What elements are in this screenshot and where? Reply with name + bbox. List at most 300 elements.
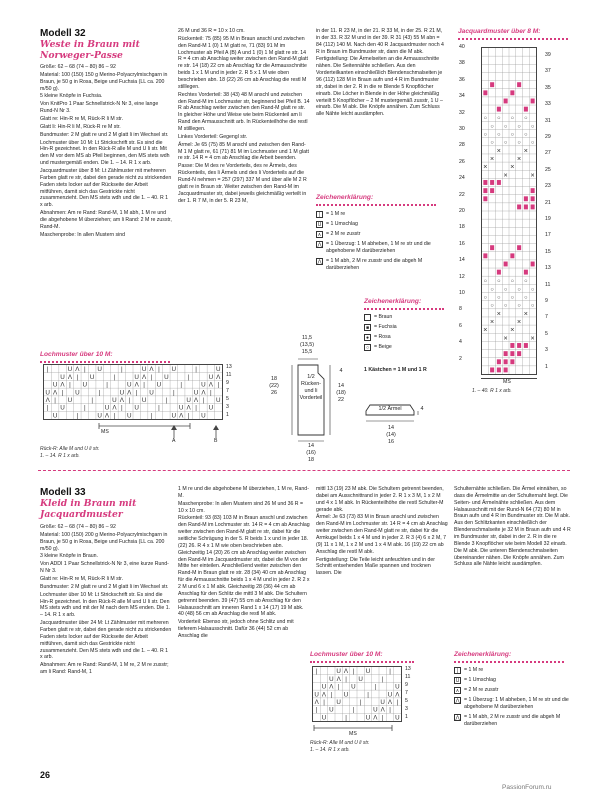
svg-text:|: | bbox=[359, 699, 362, 707]
svg-text:|: | bbox=[330, 691, 333, 699]
svg-text:U: U bbox=[127, 381, 132, 389]
jacquard-row-number: 21 bbox=[545, 199, 551, 206]
svg-text:U: U bbox=[127, 412, 132, 419]
model33-text: Abnahmen: Am re Rand: Rand-M, 1 M re, 2 M re zusstr; am li Rand: Rand-M, 1 bbox=[40, 662, 169, 676]
svg-text:✕: ✕ bbox=[503, 172, 509, 179]
svg-text:|: | bbox=[389, 706, 391, 714]
svg-text:Λ: Λ bbox=[149, 366, 154, 374]
svg-text:U: U bbox=[141, 397, 147, 405]
schem-bottom-2: (16) bbox=[306, 450, 316, 456]
legend33-item: ⋀ = 1 Überzug: 1 M abheben, 1 M re str und die abgehobene M darüberziehen bbox=[455, 697, 569, 710]
svg-text:|: | bbox=[143, 381, 145, 389]
svg-text:|: | bbox=[187, 412, 190, 419]
svg-text:○: ○ bbox=[503, 140, 508, 147]
lochmuster33-row-number: 13 bbox=[405, 666, 411, 672]
schem-back-label-1: 1/2 bbox=[307, 374, 315, 380]
svg-text:Λ: Λ bbox=[321, 691, 327, 699]
svg-text:U: U bbox=[358, 675, 363, 683]
svg-text:U: U bbox=[186, 397, 191, 405]
jacquard-ms-label: MS bbox=[503, 379, 511, 385]
schem-bottom-3: 18 bbox=[308, 457, 314, 463]
svg-text:○: ○ bbox=[530, 286, 535, 293]
model32-text: Glatt re: Hin-R re M, Rück-R li M str. bbox=[40, 116, 124, 123]
schem-sleeve-bottom-3: 16 bbox=[388, 439, 394, 445]
svg-text:|: | bbox=[323, 699, 325, 707]
schem-back-label-3: und li bbox=[304, 388, 318, 394]
model32-text: Rechtes Vorderteil: 38 (43) 48 M anschl und zwischen den Rand-M im Lochmuster str, beginnend bei Pfeil B. 14 R ab Anschlag weiter zwischen den Rand-M glatt re str. In gleicher Höhe und Weise wie beim Rückenteil am li Rand den Armausschnitt arb. In Rückenteilhöhe die restl M stilllegen. bbox=[178, 91, 310, 133]
model33-text: Material: 100 (150) 200 g Merino-Polyacrylmischgarn in Braun, je 50 g in Rosa, Beige und Fuchsia (LL ca. 200 m/50 g). bbox=[40, 531, 168, 552]
svg-text:|: | bbox=[46, 404, 49, 412]
svg-text:Λ: Λ bbox=[314, 699, 319, 707]
lochmuster32-row-number: 9 bbox=[226, 380, 229, 386]
svg-text:|: | bbox=[345, 714, 347, 721]
jacquard-row-number: 17 bbox=[545, 232, 551, 239]
schem-right-4: 22 bbox=[338, 397, 344, 403]
svg-text:U: U bbox=[373, 706, 378, 714]
model33-text: Schulternähte schließen. Die Ärmel einnähen, so dass die Ärmelmitte an der Schulternaht liegt. Die Seiten- und Ärmelnähte schließen. Aus dem Halsausschnitt mit der Rund-N 64 (72) 80 M in Braun aufn und 4 R im Bundmuster str. Die M abk. Aus den Schlitzkanten einschließlich der Blendenschmalseite je 32 M in Braun aufn und 4 R im Bundmuster str, dabei in der 2. R in die re Blende 3 Knopflöcher wie beim Modell 32 einarb. Die M abk. Die unteren Blendenschmalseiten übereinander nähen. Die Knöpfe annähen. Zum Schluss alle Nähte leicht ausdämpfen. bbox=[454, 486, 571, 568]
svg-text:|: | bbox=[352, 706, 355, 714]
lochmuster33-row-number: 11 bbox=[405, 674, 411, 680]
svg-text:|: | bbox=[367, 691, 369, 699]
lochmuster32-divider bbox=[40, 361, 170, 363]
legend2-item: ● = Rosa bbox=[365, 334, 391, 341]
legend1-item: ⋀ = 1 M abh, 2 M re zusstr und die abgeh M darüberziehen bbox=[317, 257, 423, 271]
skp-icon: ⋀ bbox=[455, 698, 460, 704]
page-number: 26 bbox=[40, 770, 51, 780]
jacquard-chart-title: Jacquardmuster über 8 M: bbox=[458, 28, 541, 35]
model32-text: Jacquardmuster über 8 M: Lt Zählmuster mit mehreren Farben glatt re str, dabei den gerade nicht zu strickenden Faden stets locker auf der Rückseite der Arbeit mitführen, damit sich das Gestrickte nicht zusammenzieht. Den MS stets wdh und die 1. – 40. R 1 x arb. bbox=[40, 168, 172, 209]
rose-swatch-icon: ● bbox=[365, 335, 370, 341]
yarn-over-icon: U bbox=[455, 678, 460, 684]
svg-text:Λ: Λ bbox=[75, 366, 80, 374]
svg-text:U: U bbox=[60, 373, 65, 381]
svg-text:|: | bbox=[76, 412, 79, 419]
svg-text:|: | bbox=[195, 366, 197, 374]
schem-left-1: 18 bbox=[271, 376, 277, 382]
schem-sleeve-height: 4 bbox=[420, 406, 424, 412]
svg-text:|: | bbox=[389, 668, 391, 676]
jacquard-row-number: 7 bbox=[545, 314, 548, 321]
legend2-title: Zeichenerklärung: bbox=[364, 298, 422, 305]
svg-text:○: ○ bbox=[490, 123, 494, 130]
svg-text:U: U bbox=[134, 373, 139, 381]
svg-text:✕: ✕ bbox=[489, 319, 495, 326]
svg-text:○: ○ bbox=[524, 115, 528, 122]
svg-text:✕: ✕ bbox=[489, 156, 495, 163]
svg-text:|: | bbox=[337, 683, 340, 691]
svg-text:U: U bbox=[365, 714, 371, 721]
jacquard-row-number: 19 bbox=[545, 216, 551, 222]
svg-text:✕: ✕ bbox=[523, 311, 529, 318]
jacquard-row-number: 31 bbox=[545, 117, 551, 124]
jacquard-row-number: 15 bbox=[545, 248, 551, 255]
schem-right-2: 14 bbox=[338, 383, 344, 389]
jacquard-row-number: 24 bbox=[459, 175, 465, 182]
svg-text:Λ: Λ bbox=[343, 668, 349, 676]
lochmuster32-row-number: 5 bbox=[226, 396, 229, 402]
section-separator bbox=[38, 470, 570, 471]
svg-text:|: | bbox=[106, 381, 108, 389]
svg-text:○: ○ bbox=[524, 295, 528, 302]
svg-text:|: | bbox=[381, 675, 384, 683]
jacquard-row-number: 35 bbox=[545, 84, 551, 91]
svg-text:○: ○ bbox=[510, 115, 515, 122]
legend1-list bbox=[316, 211, 441, 274]
svg-text:U: U bbox=[164, 373, 169, 381]
legend2-divider bbox=[364, 308, 444, 310]
lochmuster32-ms-bracket bbox=[40, 420, 240, 448]
legend1-item: ∧ = 2 M re zusstr bbox=[317, 231, 361, 238]
svg-text:U: U bbox=[336, 668, 341, 676]
jacquard-row-number: 25 bbox=[545, 166, 551, 173]
svg-text:○: ○ bbox=[510, 295, 515, 302]
svg-text:U: U bbox=[216, 397, 221, 405]
svg-text:U: U bbox=[314, 691, 319, 699]
svg-text:Λ: Λ bbox=[380, 706, 385, 714]
svg-text:Λ: Λ bbox=[127, 389, 132, 397]
lochmuster33-chart-grid bbox=[312, 666, 402, 722]
svg-text:|: | bbox=[315, 668, 318, 676]
svg-text:○: ○ bbox=[497, 295, 501, 302]
svg-text:Λ: Λ bbox=[142, 373, 147, 381]
svg-text:U: U bbox=[149, 389, 154, 397]
schem-right-3: (18) bbox=[336, 390, 346, 396]
svg-text:○: ○ bbox=[490, 286, 494, 293]
svg-text:○: ○ bbox=[503, 286, 508, 293]
schem-left-3: 26 bbox=[271, 390, 277, 396]
model32-text: Glatt li: Hin-R li M, Rück-R re M str. bbox=[40, 123, 121, 130]
svg-text:U: U bbox=[178, 404, 184, 412]
svg-text:○: ○ bbox=[530, 140, 535, 147]
model32-text: Passe: Die M des re Vorderteils, des re Ärmels, des Rückenteils, des li Ärmels und des li Vorderteils auf die Rund-N nehmen = 257 (297) 337 M und über alle M 2 R glatt re in Braun str. Weiter zwischen den Rand-M im Jacquardmuster str, dabei jeweils gleichmäßig verteilt in der 1. R 7 M, in der 5. R 23 M, bbox=[178, 163, 307, 204]
jacquard-row-number: 18 bbox=[459, 224, 465, 231]
svg-text:U: U bbox=[193, 389, 199, 397]
svg-text:U: U bbox=[380, 699, 385, 707]
schem-top-1: 11,5 bbox=[301, 335, 313, 341]
jacquard-row-number: 10 bbox=[459, 290, 465, 296]
svg-text:U: U bbox=[321, 714, 327, 721]
svg-text:✕: ✕ bbox=[496, 148, 502, 155]
model32-text: Ärmel: Je 65 (75) 85 M anschl und zwischen den Rand-M 1 M glatt re, 61 (71) 81 M im Lochmuster und 1 M glatt re str. 14 R = 4 cm ab Anschlag die Arbeit beenden. bbox=[178, 141, 309, 162]
model33-text: Rückenteil: 93 (83) 103 M in Braun anschl und zwischen den Rand-M im Lochmuster str. 14 R = 4 cm ab Anschlag weiter zwischen den Rand-M glatt re str, dabei für die seitliche Schrägung in der 5. R beids 1 x und in jeder 18. (22) 26. R 4 x 1 M wie oben beschrieben abn. Gleichzeitig 14 (20) 26 cm ab Anschlag weiter zwischen den Rand-M im Jacquardmuster str, dabei die M von der Mitte her einteilen. Anschließend weiter zwischen den Rand-M in Braun glatt re str. 28 (34) 40 cm ab Anschlag für die Armausschnitte beids 1 x 4 M und in jeder 2. R 2 x 2 M und 6 x 1 M abk. Gleichzeitig 28 (36) 44 cm ab Anschlag für den Schlitz die mittl 3 M abk. Die Schultern getrennt beenden. 39 (47) 55 cm ab Anschlag für den Halsausschnitt am inneren Rand 1 x 14 (17) 19 M abk. 40 (48) 56 cm ab Anschlag die restl M abk. bbox=[178, 515, 310, 618]
svg-text:○: ○ bbox=[483, 295, 488, 302]
svg-text:|: | bbox=[54, 397, 56, 405]
lochmuster33-row-number: 3 bbox=[405, 706, 408, 712]
svg-text:Λ: Λ bbox=[373, 714, 378, 721]
svg-text:Λ: Λ bbox=[179, 412, 184, 419]
model33-text: Ärmel: Je 63 (73) 83 M in Braun anschl und zwischen den Rand-M im Lochmuster str. 14 R = 4 cm ab Anschlag weiter zwischen den Rand-M glatt re str, dabei für die Armkugel beids 1 x 4 M und in jeder 2. R 3 (4) 6 x 2 M, 7 (9) 11 x 1 M, 1 x 2 M und 1 x 4 M abk. 16 (19) 22 cm ab Anschlag die restl M abk. bbox=[316, 514, 448, 555]
svg-text:U: U bbox=[60, 404, 65, 412]
schem-back-label-4: Vorderteil bbox=[299, 395, 323, 401]
svg-text:|: | bbox=[76, 373, 79, 381]
svg-text:○: ○ bbox=[524, 132, 528, 139]
svg-text:U: U bbox=[45, 389, 50, 397]
lochmuster32-arrow-b: B bbox=[214, 438, 218, 444]
lochmuster33-title: Lochmuster über 10 M: bbox=[310, 651, 383, 658]
svg-text:U: U bbox=[52, 412, 58, 419]
lochmuster32-row-number: 1 bbox=[226, 412, 229, 418]
brown-swatch-icon bbox=[364, 314, 371, 321]
svg-text:U: U bbox=[208, 404, 214, 412]
svg-text:○: ○ bbox=[517, 123, 521, 130]
skp-icon: ⋀ bbox=[317, 242, 322, 248]
legend33-divider bbox=[454, 661, 564, 663]
model32-text: Material: 100 (150) 150 g Merino-Polyacrylmischgarn in Braun, je 50 g in Rosa, Beige und Fuchsia (LL ca. 200 m/50 g). bbox=[40, 71, 168, 92]
svg-text:|: | bbox=[135, 389, 138, 397]
jacquard-row-number: 1 bbox=[545, 363, 548, 370]
lochmuster33-divider bbox=[310, 661, 414, 663]
legend33-item: ⋀ = 1 M abh, 2 M re zusstr und die abgeh M darüberziehen bbox=[455, 713, 561, 727]
lochmuster33-ms-bracket bbox=[310, 722, 410, 736]
model32-subtitle-line2: Norweger-Passe bbox=[40, 50, 123, 61]
jacquard-row-number: 13 bbox=[545, 265, 551, 272]
svg-text:✕: ✕ bbox=[516, 319, 522, 326]
model32-text: Von KnitPro 1 Paar Schnellstrick-N Nr 3, eine lange Rund-N Nr 3. bbox=[40, 101, 159, 115]
svg-text:Λ: Λ bbox=[208, 381, 213, 389]
legend1-item: U = 1 Umschlag bbox=[317, 221, 358, 228]
svg-text:✕: ✕ bbox=[509, 164, 515, 171]
yarn-over-icon: U bbox=[317, 222, 322, 228]
svg-text:Λ: Λ bbox=[112, 404, 117, 412]
legend2-item: ■ = Fuchsia bbox=[365, 324, 397, 331]
svg-text:Λ: Λ bbox=[216, 373, 221, 381]
schem-left-2: (22) bbox=[269, 383, 279, 389]
legend2-note: 1 Kästchen = 1 M und 1 R bbox=[364, 367, 427, 373]
svg-text:Λ: Λ bbox=[186, 404, 191, 412]
jacquard-row-number: 37 bbox=[545, 68, 551, 75]
model33-title: Modell 33 bbox=[40, 487, 86, 498]
schem-right-1: 4 bbox=[339, 368, 343, 374]
legend1-title: Zeichenerklärung: bbox=[316, 194, 374, 201]
svg-text:U: U bbox=[387, 691, 393, 699]
jacquard-chart-grid bbox=[481, 47, 537, 375]
schem-top-2: (13,5) bbox=[299, 342, 315, 348]
svg-text:○: ○ bbox=[517, 303, 521, 310]
svg-text:U: U bbox=[141, 366, 147, 374]
lochmuster33-note2: 1. – 14. R 1 x arb. bbox=[310, 747, 350, 753]
lochmuster32-row-number: 7 bbox=[226, 388, 229, 394]
model33-column-1 bbox=[40, 524, 172, 677]
jacquard-row-number: 4 bbox=[459, 339, 462, 346]
svg-text:|: | bbox=[381, 714, 384, 721]
svg-text:|: | bbox=[315, 706, 318, 714]
svg-text:|: | bbox=[195, 404, 197, 412]
svg-text:U: U bbox=[82, 381, 88, 389]
schem-bottom-1: 14 bbox=[308, 443, 314, 449]
svg-text:U: U bbox=[365, 668, 371, 676]
svg-text:U: U bbox=[201, 381, 206, 389]
lochmuster33-row-number: 7 bbox=[405, 690, 408, 696]
model33-text: 1 M re und die abgehobene M überziehen, 1 M re, Rand-M. bbox=[178, 486, 309, 499]
jacquard-row-number: 39 bbox=[545, 52, 551, 58]
svg-text:|: | bbox=[121, 366, 123, 374]
svg-text:U: U bbox=[336, 699, 341, 707]
svg-text:|: | bbox=[345, 675, 347, 683]
svg-text:○: ○ bbox=[490, 140, 494, 147]
model32-text: in der 11. R 23 M, in der 21. R 33 M, in der 25. R 21 M, in der 33. R 32 M und in der 39. R 31 (43) 55 M abn = 84 (112) 140 M. Nach den 40 R Jacquardmuster noch 4 R in Braun im Bundmuster str, dann die M abk. bbox=[316, 28, 444, 55]
svg-text:Λ: Λ bbox=[60, 381, 65, 389]
model33-text: Maschenprobe: In allen Mustern sind 26 M und 36 R = 10 x 10 cm. bbox=[178, 500, 304, 514]
svg-text:|: | bbox=[172, 389, 175, 397]
model32-text: Abnahmen: Am re Rand: Rand-M, 1 M abh, 1 M re und die abgehobene M überziehen; am li Rand: 2 M re zusstr, Rand-M. bbox=[40, 210, 172, 230]
svg-text:U: U bbox=[75, 389, 80, 397]
model32-text: Maschenprobe: In allen Mustern sind bbox=[40, 231, 126, 238]
jacquard-row-number: 29 bbox=[545, 134, 551, 140]
lochmuster32-ms-label: MS bbox=[101, 429, 109, 435]
svg-text:U: U bbox=[156, 381, 162, 389]
legend33-item: ∧ = 2 M re zusstr bbox=[455, 687, 499, 694]
lochmuster32-row-number: 11 bbox=[226, 372, 232, 378]
sk2p-icon: ⋀ bbox=[455, 714, 460, 721]
watermark: PassionForum.ru bbox=[502, 784, 552, 791]
svg-text:U: U bbox=[52, 381, 58, 389]
jacquard-row-number: 20 bbox=[459, 208, 465, 214]
lochmuster33-row-number: 1 bbox=[405, 714, 408, 720]
svg-text:U: U bbox=[329, 675, 334, 683]
jacquard-row-number: 38 bbox=[459, 60, 465, 67]
svg-text:○: ○ bbox=[530, 123, 535, 130]
model33-subtitle-line2: Jacquardmuster bbox=[40, 509, 123, 520]
model32-text: 5 kleine Knöpfe in Fuchsia. bbox=[40, 93, 103, 100]
svg-text:|: | bbox=[69, 381, 71, 389]
svg-text:U: U bbox=[171, 366, 177, 374]
svg-text:Λ: Λ bbox=[45, 397, 50, 405]
svg-text:Λ: Λ bbox=[395, 691, 400, 699]
lochmuster32-chart-grid bbox=[43, 364, 223, 420]
schem-sleeve-bottom-2: (14) bbox=[386, 432, 396, 438]
model33-column-4 bbox=[454, 486, 572, 569]
lochmuster33-note1: Rück-R: Alle M und U li str. bbox=[310, 740, 370, 746]
svg-text:○: ○ bbox=[510, 278, 515, 285]
svg-text:U: U bbox=[171, 412, 177, 419]
svg-text:U: U bbox=[104, 404, 110, 412]
model32-text: Fertigstellung: Die Ärmelseiten an die Armausschnitte nähen. Die Seitennähte schließen. Aus den Vorderteilkanten einschließlich Blendenschmalseiten je 96 (112) 128 M in Braun aufn und 4 R im Bundmuster str, dabei in der 2. R in die re Blende 5 Knopflöcher einarb. Die Löcher in Blende in der Höhe gleichmäßig verteilt 5 Knopflöcher – 2 M mustergemäß zusstr, 1 U – einarb. Die M abk. Die Knöpfe annähen. Zum Schluss alle Nähte leicht ausdämpfen. bbox=[316, 56, 443, 118]
model33-subtitle-line1: Kleid in Braun mit bbox=[40, 498, 137, 509]
jacquard-row-number: 9 bbox=[545, 298, 548, 304]
k2tog-icon: ∧ bbox=[317, 232, 322, 238]
sk2p-icon: ⋀ bbox=[317, 258, 322, 265]
legend1-divider bbox=[316, 204, 436, 206]
lochmuster32-note1: Rück-R: Alle M und U li str. bbox=[40, 446, 100, 452]
jacquard-row-number: 36 bbox=[459, 76, 465, 83]
jacquard-row-number: 8 bbox=[459, 306, 462, 313]
lochmuster32-arrow-a: A bbox=[172, 438, 176, 444]
svg-text:✕: ✕ bbox=[530, 172, 536, 179]
jacquard-row-number: 12 bbox=[459, 273, 465, 280]
svg-text:U: U bbox=[112, 397, 117, 405]
jacquard-row-number: 40 bbox=[459, 44, 465, 50]
lochmuster33-ms-label: MS bbox=[349, 731, 357, 737]
jacquard-row-number: 32 bbox=[459, 109, 465, 116]
model33-text: Fertigstellung: Die Teile leicht anfeuchten und in der Schnitt entsehenden Maße spannen und trocknen lassen. Die bbox=[316, 556, 435, 577]
fuchsia-swatch-icon: ■ bbox=[365, 325, 370, 331]
model32-title: Modell 32 bbox=[40, 28, 86, 39]
jacquard-row-number: 34 bbox=[459, 93, 465, 100]
svg-text:|: | bbox=[187, 373, 190, 381]
svg-text:|: | bbox=[150, 373, 153, 381]
model32-column-2 bbox=[178, 28, 310, 205]
svg-text:U: U bbox=[67, 366, 73, 374]
model32-text: Linkes Vorderteil: Gegengl str. bbox=[178, 133, 248, 140]
k2tog-icon: ∧ bbox=[455, 688, 460, 694]
jacquard-row-number: 27 bbox=[545, 150, 551, 157]
svg-text:○: ○ bbox=[530, 303, 535, 310]
beige-swatch-icon: ○ bbox=[365, 345, 370, 351]
svg-text:|: | bbox=[128, 397, 131, 405]
svg-text:Λ: Λ bbox=[67, 373, 73, 381]
svg-text:U: U bbox=[395, 683, 400, 691]
jacquard-row-number: 23 bbox=[545, 183, 551, 190]
svg-text:○: ○ bbox=[497, 132, 501, 139]
svg-text:✕: ✕ bbox=[530, 335, 536, 342]
svg-text:○: ○ bbox=[524, 278, 528, 285]
svg-text:○: ○ bbox=[490, 303, 494, 310]
svg-text:|: | bbox=[83, 404, 86, 412]
svg-text:U: U bbox=[134, 404, 139, 412]
model32-text: Größe: 62 – 68 (74 – 80) 86 – 92 bbox=[40, 64, 116, 70]
knit-stitch-icon: | bbox=[316, 211, 323, 218]
svg-text:U: U bbox=[329, 706, 334, 714]
lochmuster32-row-number: 13 bbox=[226, 364, 232, 370]
svg-text:U: U bbox=[67, 397, 73, 405]
svg-text:Λ: Λ bbox=[336, 675, 341, 683]
model33-text: 3 kleine Knöpfe in Braun. bbox=[40, 553, 98, 560]
svg-text:|: | bbox=[150, 412, 153, 419]
svg-text:○: ○ bbox=[497, 278, 501, 285]
legend2-item: = Braun bbox=[364, 314, 444, 321]
svg-text:|: | bbox=[158, 404, 160, 412]
legend1-item: ⋀ = 1 Überzug: 1 M abheben, 1 M re str und die abgehobene M darüberziehen bbox=[317, 241, 431, 254]
svg-text:✕: ✕ bbox=[482, 164, 488, 171]
jacquard-row-number: 2 bbox=[459, 355, 462, 362]
model32-column-1 bbox=[40, 64, 172, 240]
svg-text:○: ○ bbox=[483, 132, 488, 139]
svg-text:U: U bbox=[97, 412, 102, 419]
model33-text: Von ADDI 1 Paar Schnellstrick-N Nr 3, eine kurze Rund-N Nr 3. bbox=[40, 561, 169, 575]
model33-text: mittl 13 (19) 23 M abk. Die Schultern getrennt beenden, dabei am Ausschnittrand in jeder 2. R 1 x 3 M, 1 x 2 M und 4 x 1 M abk. In Rückenteilhöhe die restl Schulter-M gerade abk. bbox=[316, 486, 444, 513]
jacquard-row-number: 26 bbox=[459, 158, 465, 165]
jacquard-row-number: 3 bbox=[545, 347, 548, 354]
lochmuster33-row-number: 9 bbox=[405, 682, 408, 688]
model32-text: 26 M und 36 R = 10 x 10 cm. bbox=[178, 28, 245, 34]
svg-text:|: | bbox=[210, 389, 212, 397]
svg-text:U: U bbox=[343, 691, 349, 699]
model32-text: Lochmuster über 10 M: Lt Strickschrift str. Es sind die Hin-R gezeichnet. In den Rück-R alle M und U li str. Mit den M vor dem MS ab Pfeil beginnen, den MS stets wdh und mustergemäß enden. Die 1. – 14. R 1 x arb. bbox=[40, 139, 170, 167]
svg-text:✕: ✕ bbox=[503, 335, 509, 342]
svg-text:U: U bbox=[201, 412, 206, 419]
jacquard-row-number: 11 bbox=[545, 281, 551, 288]
svg-text:|: | bbox=[158, 366, 160, 374]
svg-text:|: | bbox=[113, 412, 116, 419]
svg-text:|: | bbox=[91, 397, 94, 405]
svg-text:U: U bbox=[89, 373, 95, 381]
svg-text:✕: ✕ bbox=[496, 311, 502, 318]
legend33-item: | = 1 M re bbox=[454, 667, 570, 674]
jacquard-note: 1. – 40. R 1 x arb. bbox=[472, 388, 512, 394]
svg-text:U: U bbox=[119, 389, 125, 397]
svg-text:○: ○ bbox=[517, 286, 521, 293]
jacquard-row-number: 6 bbox=[459, 322, 462, 329]
svg-text:✕: ✕ bbox=[482, 327, 488, 334]
svg-text:Λ: Λ bbox=[387, 699, 393, 707]
schem-sleeve-label: 1/2 Ärmel bbox=[378, 406, 402, 412]
svg-text:✕: ✕ bbox=[523, 148, 529, 155]
svg-text:Λ: Λ bbox=[104, 412, 110, 419]
model33-text: Größe: 62 – 68 (74 – 80) 86 – 92 bbox=[40, 524, 116, 530]
schem-sleeve-bottom-1: 14 bbox=[388, 425, 394, 431]
jacquard-row-number: 14 bbox=[459, 257, 465, 264]
svg-text:|: | bbox=[217, 381, 220, 389]
